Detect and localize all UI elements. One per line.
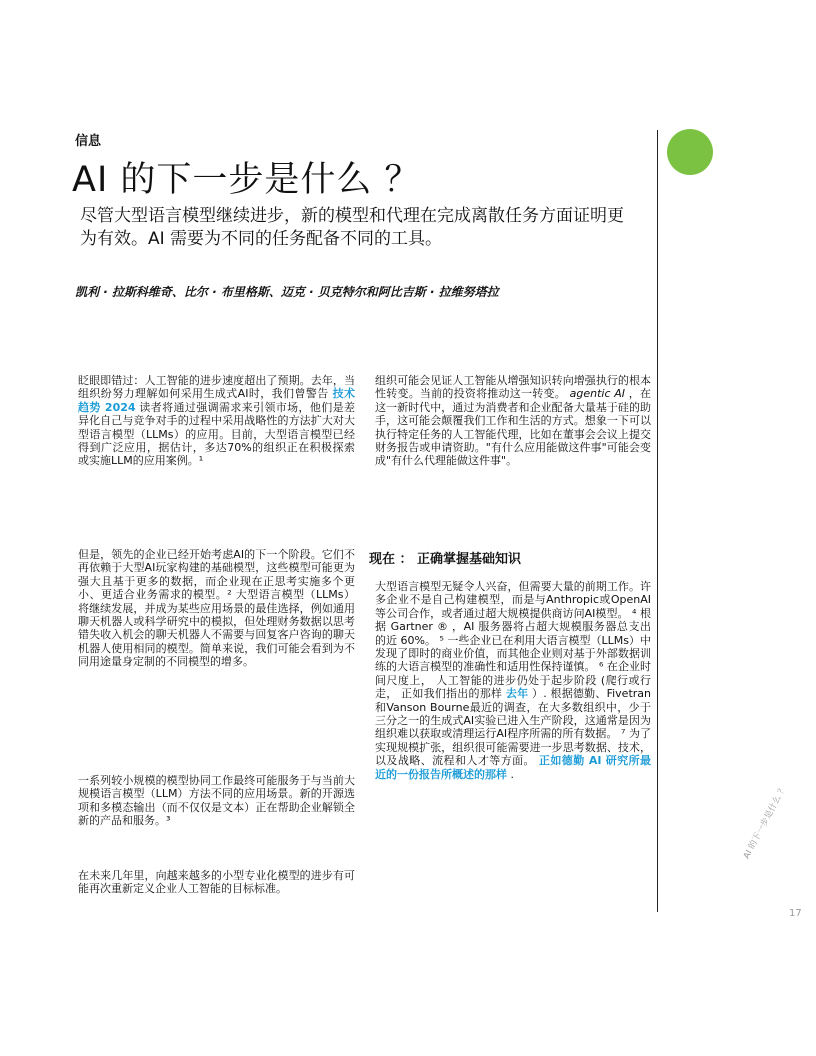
page-number: 17 [789, 908, 802, 919]
last-year-link[interactable]: 去年 [505, 687, 529, 701]
section-heading: 现在 ： 正确掌握基础知识 [369, 552, 522, 567]
left-paragraph-2: 但是，领先的企业已经开始考虑AI的下一个阶段。它们不再依赖于大型AI玩家构建的基础模型，这些模型可能更为强大且基于更多的数据，而企业现在正思考实施多个更小、更适合业务需求的模型。² 大型语言模型（LLMs）将继续发展，并成为某些应用场景的最佳选择，例如通用聊天机器人或科学研究中的模拟，但处理财务数据以思考错失收入机会的聊天机器人不需要与回复客户咨询的聊天机器人使用相同的模型。简单来说，我们可能会看到为不同用途量身定制的不同模型的增多。 [78, 548, 355, 669]
left-paragraph-3: 一系列较小规模的模型协同工作最终可能服务于与当前大规模语言模型（LLM）方法不同的应用场景。新的开源选项和多模态输出（而不仅仅是文本）正在帮助企业解锁全新的产品和服务。³ [78, 774, 355, 828]
running-title: AI 的下一步是什么 ？ [741, 783, 789, 861]
page-title: AI 的下一步是什么 ？ [72, 160, 421, 200]
column-divider [657, 130, 658, 912]
section-kicker: 信息 [75, 134, 102, 149]
agentic-ai-term: agentic AI [569, 387, 626, 401]
author-byline: 凯利 · 拉斯科维奇、比尔 · 布里格斯、迈克 · 贝克特尔和阿比吉斯 · 拉维努塔拉 [75, 285, 499, 299]
deloitte-report-link[interactable]: 正如德勤 AI 研究所最近的一份报告所概述的那样 [375, 754, 652, 781]
page-subtitle: 尽管大型语言模型继续进步，新的模型和代理在完成离散任务方面证明更为有效。AI 需要为不同的任务配备不同的工具。 [80, 206, 624, 249]
left-paragraph-4: 在未来几年里，向越来越多的小型专业化模型的进步有可能再次重新定义企业人工智能的目标标准。 [78, 869, 355, 896]
tech-trends-link[interactable]: 技术趋势 2024 [78, 387, 355, 414]
left-paragraph-1: 眨眼即错过：人工智能的进步速度超出了预期。去年，当组织纷努力理解如何采用生成式AI时，我们曾警告 技术趋势 2024 读者将通过强调需求来引领市场，他们是差异化自己与竞争对手的过程中采用战略性的方法扩大对大型语言模型（LLMs）的应用。目前，大型语言模型已经得到广泛应用，据估计，多达70%的组织正在积极探索或实施LLM的应用案例。¹ [78, 374, 356, 468]
green-circle-marker [667, 129, 713, 175]
right-paragraph-2: 大型语言模型无疑令人兴奋，但需要大量的前期工作。许多企业不是自己构建模型，而是与Anthropic或OpenAI等公司合作，或者通过超大规模提供商访问AI模型。 ⁴ 根据 Gartner ® ，AI 服务器将占超大规模服务器总支出的近 60%。 ⁵ 一些企业已在利用大语言模型（LLMs）中发现了即时的商业价值，而其他企业则对基于外部数据训练的大语言模型的准确性和适用性保持谨慎。 ⁶ 在企业时间尺度上， 人工智能的进步仍处于起步阶段 (爬行或行走， 正如我们指出的那样 去年 ）. 根据德勤、Fivetran和Vanson Bourne最近的调查，在大多数组织中，少于三分之一的生成式AI实验已进入生产阶段，这通常是因为组织难以获取或清理运行AI程序所需的所有数据。 ⁷ 为了实现规模扩张，组织很可能需要进一步思考数据、技术，以及战略、流程和人才等方面。 正如德勤 AI 研究所最近的一份报告所概述的那样 . [375, 580, 652, 781]
right-paragraph-1: 组织可能会见证人工智能从增强知识转向增强执行的根本性转变。当前的投资将推动这一转变。 agentic AI ，在这一新时代中，通过为消费者和企业配备大量基于硅的助手，这可能会颠覆我们工作和生活的方式。想象一下可以执行特定任务的人工智能代理，比如在董事会会议上提交财务报告或申请资助。"有什么应用能做这件事"可能会变成"有什么代理能做这件事"。 [375, 374, 652, 468]
